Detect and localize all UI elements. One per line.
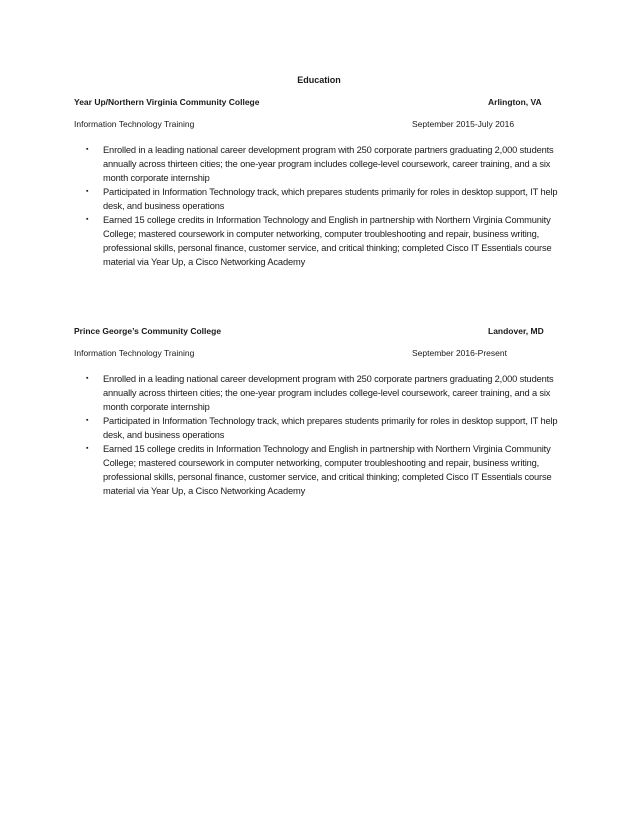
entry-header-row [74,326,554,340]
bullet-item [74,185,559,213]
education-entry [74,326,558,498]
square-bullet-icon: ▪ [86,375,89,382]
bullet-item [74,414,559,442]
school-location: Landover, MD [488,326,544,336]
square-bullet-icon: ▪ [86,417,89,424]
bullet-list [74,143,558,269]
square-bullet-icon: ▪ [86,146,89,153]
bullet-text: Enrolled in a leading national career development program with 250 corporate partners graduating 2,000 students annually across thirteen cities; the one-year program includes college-level coursework, career training, and a six month corporate internship [103,374,554,412]
education-entry [74,97,558,269]
bullet-text: Earned 15 college credits in Information Technology and English in partnership with Northern Virginia Community College; mastered coursework in computer networking, computer troubleshooting and repair, business writing, professional skills, personal finance, customer service, and critical thinking; completed Cisco IT Essentials course material via Year Up, a Cisco Networking Academy [103,215,552,267]
square-bullet-icon: ▪ [86,216,89,223]
program-name: Information Technology Training [74,348,195,358]
section-heading-education: Education [297,75,341,85]
school-name: Prince George’s Community College [74,326,222,336]
bullet-item [74,213,559,269]
entry-header-row [74,97,554,111]
bullet-list [74,372,558,498]
square-bullet-icon: ▪ [86,445,89,452]
entry-subheader-row [74,348,554,362]
square-bullet-icon: ▪ [86,188,89,195]
school-name: Year Up/Northern Virginia Community College [74,97,260,107]
school-location: Arlington, VA [488,97,542,107]
bullet-text: Participated in Information Technology track, which prepares students primarily for roles in desktop support, IT help desk, and business operations [103,416,558,440]
bullet-text: Enrolled in a leading national career development program with 250 corporate partners graduating 2,000 students annually across thirteen cities; the one-year program includes college-level coursework, career training, and a six month corporate internship [103,145,554,183]
program-dates: September 2016-Present [412,348,507,358]
bullet-item [74,372,559,414]
bullet-item [74,143,559,185]
program-dates: September 2015-July 2016 [412,119,515,129]
bullet-text: Earned 15 college credits in Information Technology and English in partnership with Northern Virginia Community College; mastered coursework in computer networking, computer troubleshooting and repair, business writing, professional skills, personal finance, customer service, and critical thinking; completed Cisco IT Essentials course material via Year Up, a Cisco Networking Academy [103,444,552,496]
bullet-text: Participated in Information Technology track, which prepares students primarily for roles in desktop support, IT help desk, and business operations [103,187,558,211]
entry-subheader-row [74,119,554,133]
bullet-item [74,442,559,498]
program-name: Information Technology Training [74,119,195,129]
